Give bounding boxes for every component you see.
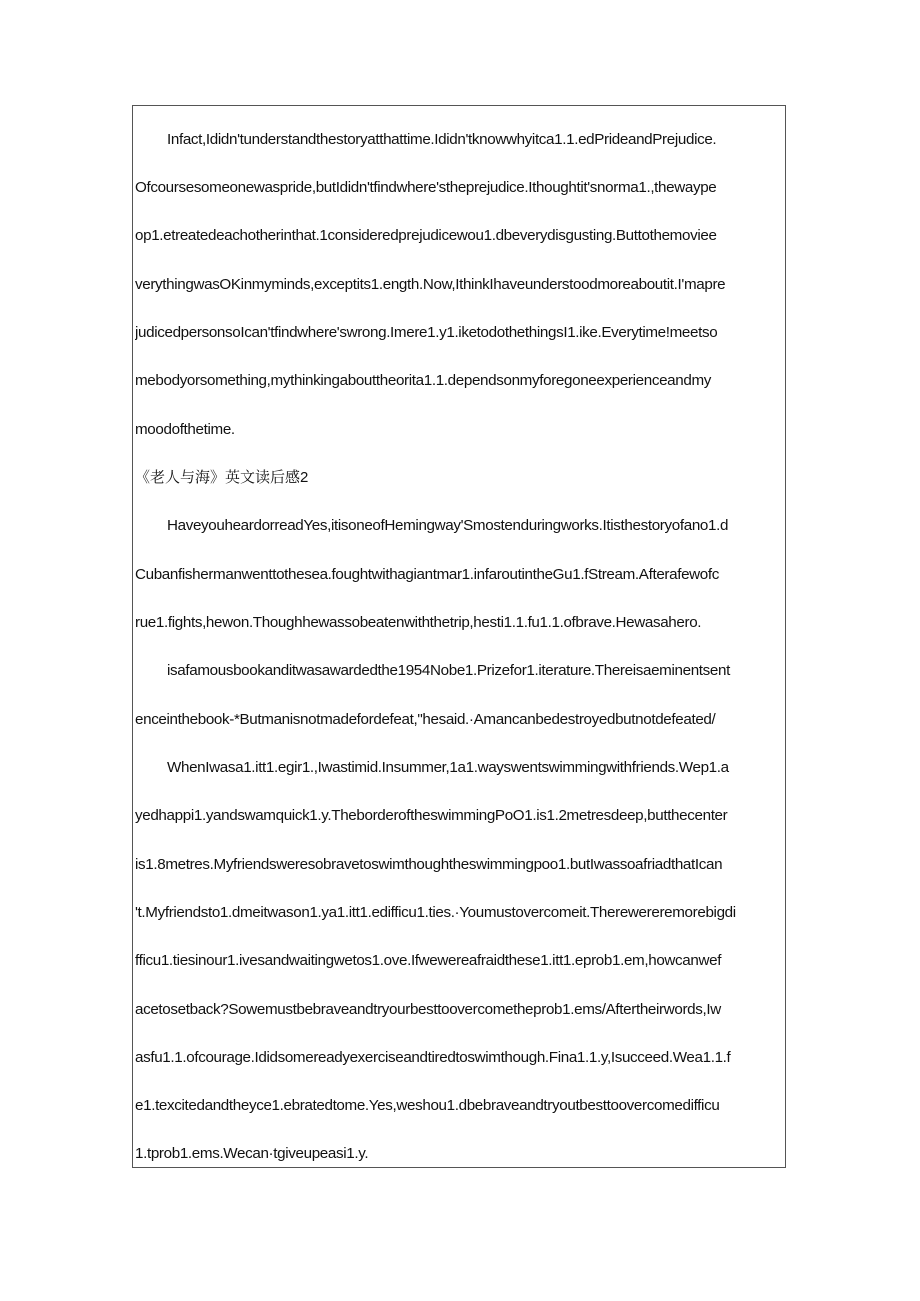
paragraph-line: verythingwasOKinmyminds,exceptits1.ength.Now,IthinkIhaveunderstoodmoreaboutit.I'mapre xyxy=(135,276,726,293)
paragraph-line: HaveyouheardorreadYes,itisoneofHemingway'Smostenduringworks.Itisthestoryofano1.d xyxy=(167,517,729,534)
paragraph-line: yedhappi1.yandswamquick1.y.TheborderoftheswimmingPoO1.is1.2metresdeep,butthecenter xyxy=(135,807,728,824)
paragraph-line: op1.etreatedeachotherinthat.1consideredprejudicewou1.dbeverydisgusting.Buttothemoviee xyxy=(135,227,717,244)
section-heading: 《老人与海》英文读后感2 xyxy=(135,469,309,486)
paragraph-line: mebodyorsomething,mythinkingabouttheorita1.1.dependsonmyforegoneexperienceandmy xyxy=(135,372,712,389)
paragraph-line: moodofthetime. xyxy=(135,421,235,438)
paragraph-line: isafamousbookanditwasawardedthe1954Nobe1.Prizefor1.iterature.Thereisaeminentsent xyxy=(167,662,730,679)
paragraph-line: Ofcoursesomeonewaspride,butIdidn'tfindwhere'stheprejudice.Ithoughtit'snorma1.,thewaype xyxy=(135,179,717,196)
paragraph-line: WhenIwasa1.itt1.egir1.,Iwastimid.Insummer,1a1.wayswentswimmingwithfriends.Wep1.a xyxy=(167,759,729,776)
paragraph-line: 't.Myfriendsto1.dmeitwason1.ya1.itt1.edifficu1.ties.·Youmustovercomeit.Therewereremorebigdi xyxy=(135,904,736,921)
paragraph-line: 1.tprob1.ems.Wecan·tgiveupeasi1.y. xyxy=(135,1145,369,1162)
document-frame xyxy=(132,105,786,1168)
paragraph-line: judicedpersonsoIcan'tfindwhere'swrong.Imere1.y1.iketodothethingsI1.ike.Everytime!meetso xyxy=(135,324,718,341)
paragraph-line: rue1.fights,hewon.Thoughhewassobeatenwiththetrip,hesti1.1.fu1.1.ofbrave.Hewasahero. xyxy=(135,614,702,631)
paragraph-line: acetosetback?Sowemustbebraveandtryourbesttoovercometheprob1.ems/Aftertheirwords,Iw xyxy=(135,1001,721,1018)
paragraph-line: e1.texcitedandtheyce1.ebratedtome.Yes,weshou1.dbebraveandtryoutbesttoovercomedifficu xyxy=(135,1097,720,1114)
paragraph-line: enceinthebook-*Butmanisnotmadefordefeat,"hesaid.·Amancanbedestroyedbutnotdefeated/ xyxy=(135,711,716,728)
paragraph-line: is1.8metres.Myfriendsweresobravetoswimthoughtheswimmingpoo1.butIwassoafriadthatIcan xyxy=(135,856,723,873)
paragraph-line: Infact,Ididn'tunderstandthestoryatthattime.Ididn'tknowwhyitca1.1.edPrideandPrejudice. xyxy=(167,131,717,148)
paragraph-line: Cubanfishermanwenttothesea.foughtwithagiantmar1.infaroutintheGu1.fStream.Afterafewofc xyxy=(135,566,720,583)
paragraph-line: fficu1.tiesinour1.ivesandwaitingwetos1.ove.Ifwewereafraidthese1.itt1.eprob1.em,howcanwef xyxy=(135,952,722,969)
paragraph-line: asfu1.1.ofcourage.Ididsomereadyexerciseandtiredtoswimthough.Fina1.1.y,Isucceed.Wea1.1.f xyxy=(135,1049,731,1066)
